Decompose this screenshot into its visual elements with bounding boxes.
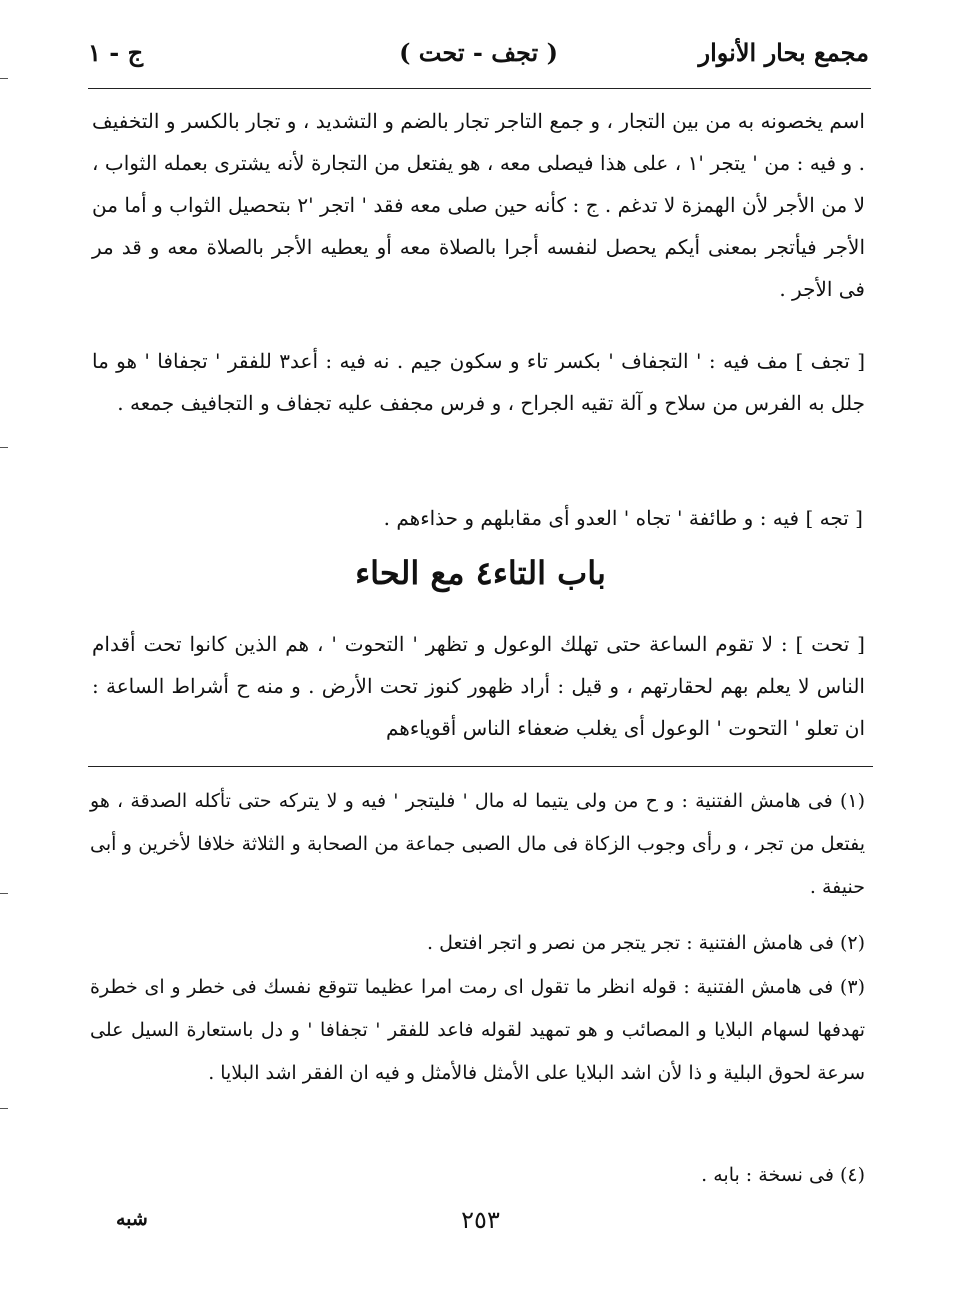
footnote-3: (٣) فى هامش الفتنية : قوله انظر ما تقول اى رمت امرا عظيما تتوقع نفسك فى خطر و اى خطرة تهدفها لسهام البلايا و المصائب و هو تمهيد لقوله فاعد للفقر ' تجفافا ' و دل باستعارة السيل على سرعة لحوق البلية و ذا لأن اشد البلايا على الأمثل فالأمثل و فيه ان الفقر اشد البلايا . <box>90 976 865 1084</box>
footnote-1: (١) فى هامش الفتنية : و ح من ولى يتيما له مال ' فليتجر ' فيه و لا يتركه حتى تأكله الصدقة ، هو يفتعل من تجر ، و رأى وجوب الزكاة فى مال الصبى جماعة من الصحابة و الثلاثة خلافا لأخرين و أبى حنيفة . <box>90 790 865 898</box>
margin-tick <box>0 447 8 448</box>
book-title: مجمع بحار الأنوار <box>698 38 869 67</box>
signature-mark: شبه <box>116 1208 148 1230</box>
body-paragraph-tajh: [ تجه ] فيه : و طائفة ' تجاه ' العدو أى مقابلهم و حذاءهم . <box>383 506 863 530</box>
volume-label: ج - ١ <box>88 38 144 67</box>
header-rule <box>88 88 871 89</box>
margin-tick <box>0 1108 8 1109</box>
margin-tick <box>0 78 8 79</box>
body-paragraph-taht: [ تحت ] : لا تقوم الساعة حتى تهلك الوعول و تظهر ' التحوت ' ، هم الذين كانوا تحت أقدام الناس لا يعلم بهم لحقارتهم ، و قيل : أراد ظهور كنوز تحت الأرض . و منه ح أشراط الساعة : ان تعلو ' التحوت ' الوعول أى يغلب ضعفاء الناس أقوياءهم <box>92 632 865 740</box>
footnote-2: (٢) فى هامش الفتنية : تجر يتجر من نصر و اتجر افتعل . <box>427 932 865 954</box>
section-title: باب التاء٤ مع الحاء <box>355 554 606 592</box>
body-paragraph-tajf: [ تجف ] مف فيه : ' التجفاف ' بكسر تاء و سكون جيم . نه فيه : أعد٣ للفقر ' تجفافا ' هو ما جلل به الفرس من سلاح و آلة تقيه الجراح ، و فرس مجفف عليه تجفاف و التجافيف جمعه . <box>92 349 865 415</box>
page-number: ٢٥٣ <box>461 1206 500 1234</box>
footnote-4: (٤) فى نسخة : بابه . <box>701 1164 865 1186</box>
body-paragraph-1: اسم يخصونه به من بين التجار ، و جمع التاجر تجار بالضم و التشديد ، و تجار بالكسر و التخفيف . و فيه : من ' يتجر '١ ، على هذا فيصلى معه ، هو يفتعل من التجارة لأنه يشترى بعمله الثواب ، لا من الأجر لأن الهمزة لا تدغم . ج : كأنه حين صلى معه فقد ' اتجر '٢ بتحصيل الثواب و أما من الأجر فيأتجر بمعنى أيكم يحصل لنفسه أجرا بالصلاة معه أو يعطيه الأجر بالصلاة معه و قد مر فى الأجر . <box>92 109 866 301</box>
running-header <box>88 30 869 80</box>
margin-tick <box>0 893 8 894</box>
entry-range: ( تجف - تحت ) <box>399 38 558 67</box>
footnote-rule <box>88 766 873 767</box>
